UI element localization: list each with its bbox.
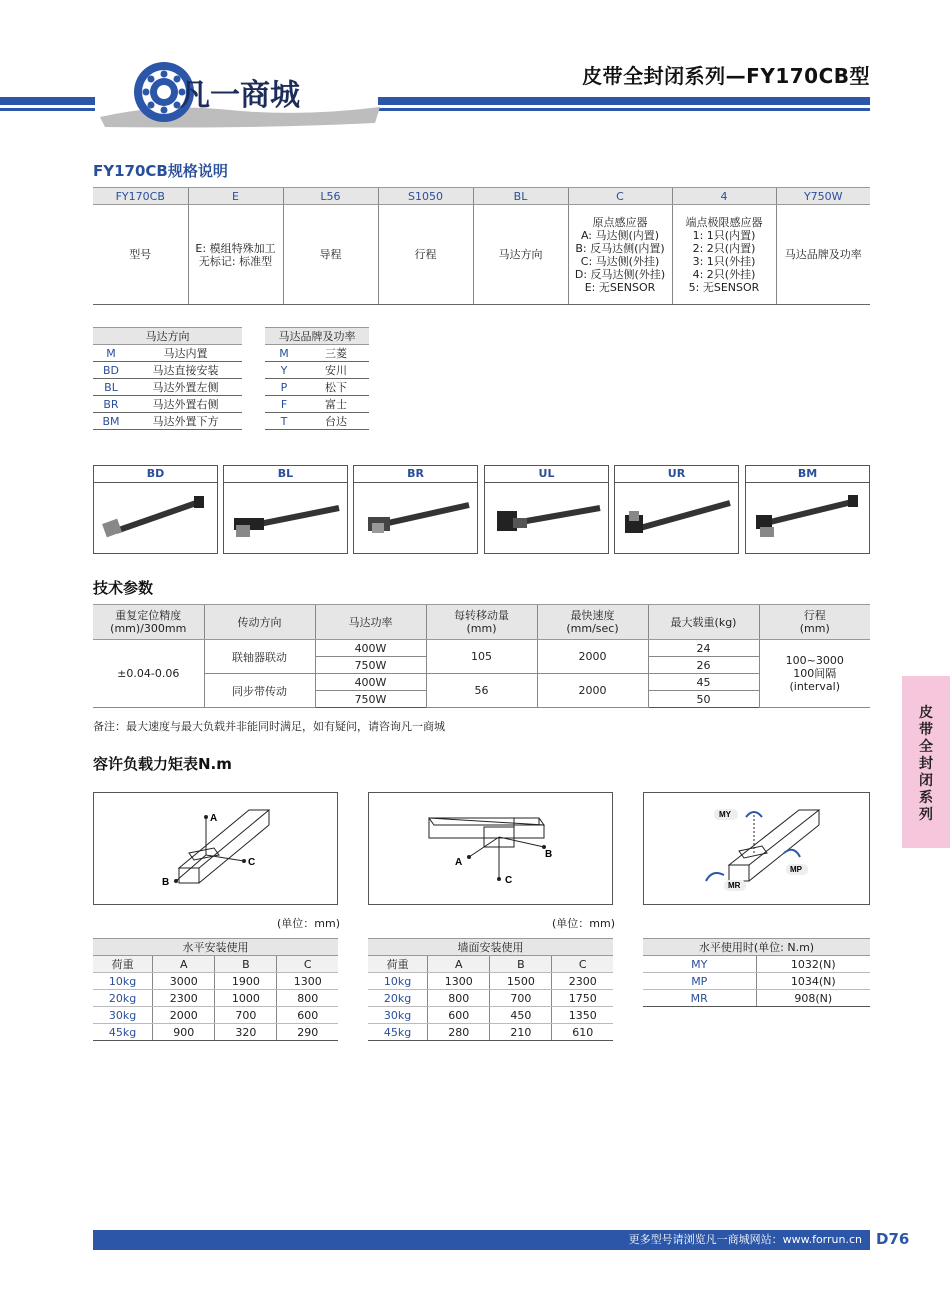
tech-header: 每转移动量 (mm)	[426, 605, 537, 640]
diagram-torque	[643, 792, 870, 905]
photo-br: BR	[353, 465, 478, 554]
spec-header: 4	[672, 188, 776, 205]
spec-cell: 马达品牌及功率	[776, 205, 870, 305]
table-row: BR 马达外置右侧	[93, 396, 242, 413]
tech-header: 最大载重(kg)	[648, 605, 759, 640]
motor-direction-table	[93, 327, 242, 430]
spec-title: FY170CB规格说明	[93, 162, 228, 180]
table-row: M 三菱	[265, 345, 369, 362]
spec-cell: E: 模组特殊加工 无标记: 标准型	[188, 205, 283, 305]
table-row: 同步带传动 400W 56 2000 45	[93, 674, 870, 691]
tech-title: 技术参数	[93, 579, 154, 597]
table-row: F 富士	[265, 396, 369, 413]
photo-bm: BM	[745, 465, 870, 554]
table-row: 20kg 800 700 1750	[368, 990, 613, 1007]
logo-text: 凡一商城	[180, 78, 300, 113]
table-row: 45kg 280 210 610	[368, 1024, 613, 1041]
tech-header: 最快速度 (mm/sec)	[537, 605, 648, 640]
table-title: 马达方向	[93, 328, 242, 345]
table-row: MR 908(N)	[643, 990, 870, 1007]
spec-cell: 马达方向	[473, 205, 568, 305]
table-row: M 马达内置	[93, 345, 242, 362]
svg-text:A: A	[210, 813, 218, 824]
photo-ur: UR	[614, 465, 739, 554]
svg-text:B: B	[162, 877, 170, 888]
header-bar-left-thin	[0, 108, 95, 111]
spec-header: BL	[473, 188, 568, 205]
header-bar-right-thin	[378, 108, 870, 111]
spec-cell: 行程	[378, 205, 473, 305]
table-row: MY 1032(N)	[643, 956, 870, 973]
spec-header: C	[568, 188, 672, 205]
unit-label: (单位：mm)	[552, 917, 616, 930]
svg-text:C: C	[248, 857, 256, 868]
spec-table	[93, 187, 870, 305]
page-number: D76	[876, 1230, 910, 1248]
table-row: 45kg 900 320 290	[93, 1024, 338, 1041]
table-header-row: 荷重 A B C	[368, 956, 613, 973]
footer-bar: 更多型号请浏览凡一商城网站：www.forrun.cn	[93, 1230, 870, 1250]
table-row: 10kg 3000 1900 1300	[93, 973, 338, 990]
svg-text:B: B	[545, 849, 553, 860]
spec-header: Y750W	[776, 188, 870, 205]
svg-text:MY: MY	[719, 810, 731, 819]
spec-header: S1050	[378, 188, 473, 205]
tech-header: 传动方向	[204, 605, 315, 640]
motor-brand-table	[265, 327, 369, 430]
torque-table	[643, 938, 870, 1007]
spec-header: E	[188, 188, 283, 205]
tech-header: 马达功率	[315, 605, 426, 640]
table-row: 750W 26	[93, 657, 870, 674]
header-bar-right	[378, 97, 870, 105]
svg-text:MP: MP	[790, 865, 802, 874]
table-row: 750W 50	[93, 691, 870, 708]
table-row: MP 1034(N)	[643, 973, 870, 990]
diagram-horizontal	[93, 792, 338, 905]
moment-title: 容许负载力矩表N.m	[93, 755, 232, 773]
table-row: 30kg 600 450 1350	[368, 1007, 613, 1024]
table-row: ±0.04-0.06 联轴器联动 400W 105 2000 24 100~3000 100间隔 (interval)	[93, 640, 870, 657]
table-row: P 松下	[265, 379, 369, 396]
spec-header: L56	[283, 188, 378, 205]
table-row: T 台达	[265, 413, 369, 430]
svg-text:C: C	[505, 875, 513, 886]
table-row: BL 马达外置左侧	[93, 379, 242, 396]
table-title: 马达品牌及功率	[265, 328, 369, 345]
table-header-row: 荷重 A B C	[93, 956, 338, 973]
table-row: 10kg 1300 1500 2300	[368, 973, 613, 990]
photo-bl: BL	[223, 465, 348, 554]
table-row: BD 马达直接安装	[93, 362, 242, 379]
spec-cell: 端点极限感应器 1: 1只(内置) 2: 2只(内置) 3: 1只(外挂) 4: 2只(外挂) 5: 无SENSOR	[672, 205, 776, 305]
photo-bd: BD	[93, 465, 218, 554]
unit-label: (单位：mm)	[277, 917, 341, 930]
note-text: 备注：最大速度与最大负载并非能同时满足，如有疑问，请咨询凡一商城	[93, 720, 445, 733]
table-row: 20kg 2300 1000 800	[93, 990, 338, 1007]
spec-cell: 原点感应器 A: 马达侧(内置) B: 反马达侧(内置) C: 马达侧(外挂) D: 反马达侧(外挂) E: 无SENSOR	[568, 205, 672, 305]
horizontal-load-table	[93, 938, 338, 1041]
header-bar-left	[0, 97, 95, 105]
spec-header: FY170CB	[93, 188, 188, 205]
svg-text:MR: MR	[728, 881, 741, 890]
tech-header: 重复定位精度 (mm)/300mm	[93, 605, 204, 640]
diagram-wall	[368, 792, 613, 905]
tech-header: 行程 (mm)	[759, 605, 870, 640]
side-tab-label: 皮带全封闭系列	[919, 705, 933, 823]
spec-cell: 型号	[93, 205, 188, 305]
page-title: 皮带全封闭系列—FY170CB型	[582, 64, 870, 88]
table-row: 30kg 2000 700 600	[93, 1007, 338, 1024]
table-title: 水平安装使用	[93, 939, 338, 956]
svg-text:A: A	[455, 857, 463, 868]
table-title: 墙面安装使用	[368, 939, 613, 956]
table-row: BM 马达外置下方	[93, 413, 242, 430]
table-title: 水平使用时(单位: N.m)	[643, 939, 870, 956]
tech-table	[93, 604, 870, 708]
spec-cell: 导程	[283, 205, 378, 305]
photo-ul: UL	[484, 465, 609, 554]
table-row: Y 安川	[265, 362, 369, 379]
wall-load-table	[368, 938, 613, 1041]
